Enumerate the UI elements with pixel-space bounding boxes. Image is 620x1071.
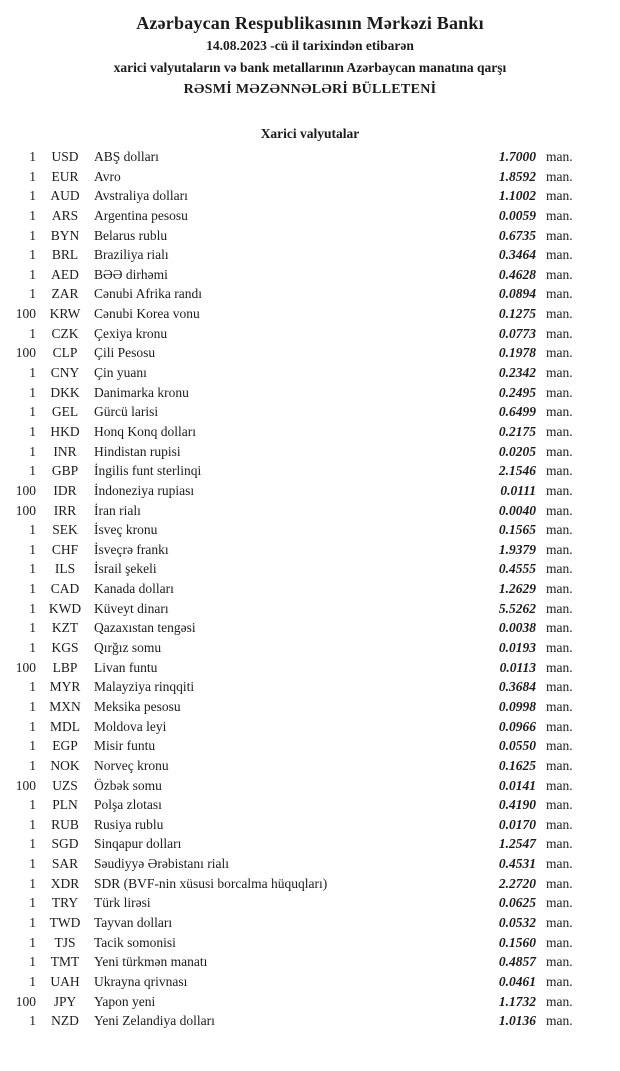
- currency-name-cell: Misir funtu: [94, 738, 156, 754]
- unit-label-cell: man.: [546, 856, 573, 872]
- currency-name-cell: Səudiyyə Ərəbistanı rialı: [94, 856, 229, 872]
- unit-label-cell: man.: [546, 207, 573, 223]
- rate-value-cell: 1.2629: [498, 581, 536, 597]
- currency-name-cell: Yeni türkmən manatı: [94, 954, 208, 970]
- unit-label-cell: man.: [546, 482, 573, 498]
- table-row: [0, 994, 620, 1014]
- quantity-cell: 1: [29, 797, 36, 813]
- rate-value-cell: 0.1978: [498, 345, 536, 361]
- quantity-cell: 1: [29, 266, 36, 282]
- table-row: [0, 620, 620, 640]
- table-row: [0, 365, 620, 385]
- quantity-cell: 1: [29, 836, 36, 852]
- currency-code-cell: KGS: [51, 640, 79, 656]
- unit-label-cell: man.: [546, 659, 573, 675]
- currency-name-cell: Polşa zlotası: [94, 797, 162, 813]
- table-row: [0, 699, 620, 719]
- quantity-cell: 1: [29, 541, 36, 557]
- unit-label-cell: man.: [546, 227, 573, 243]
- quantity-cell: 100: [15, 777, 36, 793]
- rate-value-cell: 0.0141: [498, 777, 536, 793]
- currency-code-cell: PLN: [52, 797, 78, 813]
- quantity-cell: 1: [29, 895, 36, 911]
- currency-code-cell: NZD: [51, 1013, 79, 1029]
- currency-name-cell: Yapon yeni: [94, 993, 156, 1009]
- rate-value-cell: 2.2720: [498, 875, 536, 891]
- unit-label-cell: man.: [546, 561, 573, 577]
- currency-name-cell: Braziliya rialı: [94, 247, 169, 263]
- currency-code-cell: KRW: [49, 306, 81, 322]
- quantity-cell: 1: [29, 286, 36, 302]
- rate-value-cell: 0.4555: [498, 561, 536, 577]
- quantity-cell: 1: [29, 188, 36, 204]
- currency-code-cell: GEL: [51, 404, 79, 420]
- quantity-cell: 1: [29, 207, 36, 223]
- table-row: [0, 778, 620, 798]
- rate-value-cell: 1.8592: [498, 168, 536, 184]
- rate-value-cell: 1.1002: [498, 188, 536, 204]
- currency-name-cell: Argentina pesosu: [94, 207, 188, 223]
- currency-code-cell: MYR: [49, 679, 81, 695]
- currency-code-cell: TRY: [51, 895, 79, 911]
- currency-name-cell: Cənubi Korea vonu: [94, 306, 200, 322]
- table-row: [0, 208, 620, 228]
- quantity-cell: 1: [29, 973, 36, 989]
- quantity-cell: 1: [29, 1013, 36, 1029]
- unit-label-cell: man.: [546, 836, 573, 852]
- quantity-cell: 1: [29, 423, 36, 439]
- unit-label-cell: man.: [546, 895, 573, 911]
- currency-code-cell: TMT: [50, 954, 80, 970]
- unit-label-cell: man.: [546, 247, 573, 263]
- rate-value-cell: 0.0550: [498, 738, 536, 754]
- currency-code-cell: RUB: [51, 816, 79, 832]
- quantity-cell: 1: [29, 738, 36, 754]
- currency-name-cell: İndoneziya rupiası: [94, 482, 195, 498]
- currency-name-cell: Belarus rublu: [94, 227, 168, 243]
- quantity-cell: 1: [29, 875, 36, 891]
- table-row: [0, 326, 620, 346]
- currency-name-cell: Gürcü larisi: [94, 404, 159, 420]
- currency-code-cell: USD: [51, 149, 79, 164]
- rate-value-cell: 1.9379: [498, 541, 536, 557]
- rate-value-cell: 0.3684: [498, 679, 536, 695]
- table-row: [0, 581, 620, 601]
- table-row: [0, 404, 620, 424]
- table-row: [0, 169, 620, 189]
- currency-code-cell: IDR: [53, 482, 77, 498]
- unit-label-cell: man.: [546, 1013, 573, 1029]
- table-row: [0, 856, 620, 876]
- unit-label-cell: man.: [546, 600, 573, 616]
- currency-code-cell: BYN: [50, 227, 80, 243]
- currency-name-cell: İsrail şekeli: [94, 561, 157, 577]
- quantity-cell: 1: [29, 620, 36, 636]
- currency-code-cell: SGD: [51, 836, 79, 852]
- currency-name-cell: Tacik somonisi: [94, 934, 176, 950]
- table-row: [0, 935, 620, 955]
- quantity-cell: 1: [29, 404, 36, 420]
- rate-value-cell: 0.0894: [498, 286, 536, 302]
- currency-name-cell: Türk lirəsi: [94, 895, 151, 911]
- unit-label-cell: man.: [546, 914, 573, 930]
- table-row: [0, 267, 620, 287]
- table-row: [0, 228, 620, 248]
- unit-label-cell: man.: [546, 502, 573, 518]
- rate-value-cell: 0.0532: [498, 914, 536, 930]
- quantity-cell: 1: [29, 325, 36, 341]
- currency-name-cell: İsveç kronu: [94, 522, 158, 538]
- table-row: [0, 188, 620, 208]
- unit-label-cell: man.: [546, 404, 573, 420]
- table-row: [0, 601, 620, 621]
- table-row: [0, 385, 620, 405]
- currency-code-cell: INR: [53, 443, 77, 459]
- table-row: [0, 954, 620, 974]
- quantity-cell: 1: [29, 384, 36, 400]
- currency-name-cell: Meksika pesosu: [94, 698, 181, 714]
- rate-value-cell: 0.0040: [498, 502, 536, 518]
- currency-name-cell: Ukrayna qrivnası: [94, 973, 188, 989]
- currency-name-cell: Norveç kronu: [94, 757, 169, 773]
- rate-value-cell: 0.4190: [498, 797, 536, 813]
- currency-code-cell: KZT: [51, 620, 79, 636]
- table-row: [0, 660, 620, 680]
- currency-name-cell: Kanada dolları: [94, 581, 174, 597]
- currency-code-cell: EUR: [51, 168, 79, 184]
- quantity-cell: 100: [15, 659, 36, 675]
- currency-code-cell: NOK: [50, 757, 80, 773]
- table-row: [0, 817, 620, 837]
- unit-label-cell: man.: [546, 738, 573, 754]
- quantity-cell: 1: [29, 365, 36, 381]
- table-row: [0, 463, 620, 483]
- rate-value-cell: 0.1625: [498, 757, 536, 773]
- rate-value-cell: 0.6735: [498, 227, 536, 243]
- currency-code-cell: GBP: [51, 463, 79, 479]
- unit-label-cell: man.: [546, 345, 573, 361]
- table-row: [0, 895, 620, 915]
- quantity-cell: 1: [29, 816, 36, 832]
- currency-code-cell: KWD: [48, 600, 82, 616]
- unit-label-cell: man.: [546, 757, 573, 773]
- unit-label-cell: man.: [546, 875, 573, 891]
- currency-name-cell: Çexiya kronu: [94, 325, 168, 341]
- currency-name-cell: Moldova leyi: [94, 718, 167, 734]
- table-row: [0, 247, 620, 267]
- rate-value-cell: 0.2342: [498, 365, 536, 381]
- bulletin-title: RƏSMİ MƏZƏNNƏLƏRİ BÜLLETENİ: [183, 82, 437, 97]
- table-row: [0, 797, 620, 817]
- quantity-cell: 1: [29, 561, 36, 577]
- currency-name-cell: ABŞ dolları: [94, 149, 159, 164]
- rate-value-cell: 0.0193: [498, 640, 536, 656]
- unit-label-cell: man.: [546, 797, 573, 813]
- quantity-cell: 1: [29, 149, 36, 164]
- currency-code-cell: EGP: [52, 738, 78, 754]
- rate-value-cell: 0.4531: [498, 856, 536, 872]
- unit-label-cell: man.: [546, 581, 573, 597]
- unit-label-cell: man.: [546, 777, 573, 793]
- rate-value-cell: 0.3464: [498, 247, 536, 263]
- currency-name-cell: Çin yuanı: [94, 365, 147, 381]
- table-row: [0, 286, 620, 306]
- currency-name-cell: İsveçrə frankı: [94, 541, 169, 557]
- currency-name-cell: Yeni Zelandiya dolları: [94, 1013, 215, 1029]
- quantity-cell: 1: [29, 757, 36, 773]
- currency-name-cell: SDR (BVF-nin xüsusi borcalma hüquqları): [94, 875, 328, 891]
- table-row: [0, 503, 620, 523]
- quantity-cell: 1: [29, 640, 36, 656]
- rate-value-cell: 0.6499: [498, 404, 536, 420]
- table-row: [0, 640, 620, 660]
- rate-value-cell: 1.1732: [498, 993, 536, 1009]
- bank-name: Azərbaycan Respublikasının Mərkəzi Bankı: [136, 13, 484, 33]
- table-row: [0, 974, 620, 994]
- table-row: [0, 306, 620, 326]
- currency-name-cell: İngilis funt sterlinqi: [94, 463, 202, 479]
- quantity-cell: 100: [15, 502, 36, 518]
- currency-code-cell: XDR: [50, 875, 80, 891]
- quantity-cell: 100: [15, 345, 36, 361]
- rate-value-cell: 0.0625: [498, 895, 536, 911]
- unit-label-cell: man.: [546, 934, 573, 950]
- quantity-cell: 100: [15, 306, 36, 322]
- currency-name-cell: Danimarka kronu: [94, 384, 189, 400]
- currency-name-cell: İran rialı: [94, 502, 141, 518]
- table-row: [0, 719, 620, 739]
- quantity-cell: 1: [29, 443, 36, 459]
- quantity-cell: 1: [29, 227, 36, 243]
- quantity-cell: 1: [29, 718, 36, 734]
- table-row: [0, 738, 620, 758]
- rate-value-cell: 0.0111: [500, 482, 536, 498]
- table-row: [0, 758, 620, 778]
- currency-code-cell: LBP: [52, 659, 78, 675]
- currency-name-cell: Qırğız somu: [94, 640, 162, 656]
- currency-name-cell: Rusiya rublu: [94, 816, 164, 832]
- rate-value-cell: 1.0136: [498, 1013, 536, 1029]
- unit-label-cell: man.: [546, 188, 573, 204]
- unit-label-cell: man.: [546, 640, 573, 656]
- rate-value-cell: 1.7000: [498, 149, 536, 164]
- table-row: [0, 542, 620, 562]
- currency-name-cell: Malayziya rinqqiti: [94, 679, 195, 695]
- unit-label-cell: man.: [546, 679, 573, 695]
- unit-label-cell: man.: [546, 620, 573, 636]
- currency-code-cell: CLP: [52, 345, 78, 361]
- currency-code-cell: HKD: [50, 423, 80, 439]
- currency-name-cell: Honq Konq dolları: [94, 423, 196, 439]
- currency-name-cell: Hindistan rupisi: [94, 443, 181, 459]
- rate-value-cell: 0.0998: [498, 698, 536, 714]
- rate-value-cell: 0.0205: [498, 443, 536, 459]
- unit-label-cell: man.: [546, 325, 573, 341]
- currency-name-cell: Avstraliya dolları: [94, 188, 188, 204]
- rate-value-cell: 1.2547: [498, 836, 536, 852]
- rate-value-cell: 0.4628: [498, 266, 536, 282]
- currency-name-cell: Cənubi Afrika randı: [94, 286, 202, 302]
- unit-label-cell: man.: [546, 993, 573, 1009]
- table-row: [0, 149, 620, 169]
- quantity-cell: 1: [29, 522, 36, 538]
- currency-code-cell: ZAR: [51, 286, 79, 302]
- currency-code-cell: DKK: [50, 384, 80, 400]
- table-row: [0, 876, 620, 896]
- unit-label-cell: man.: [546, 168, 573, 184]
- currency-code-cell: CZK: [51, 325, 79, 341]
- currency-code-cell: BRL: [51, 247, 79, 263]
- currency-code-cell: SAR: [51, 856, 79, 872]
- quantity-cell: 1: [29, 581, 36, 597]
- quantity-cell: 100: [15, 482, 36, 498]
- rate-value-cell: 0.4857: [498, 954, 536, 970]
- quantity-cell: 1: [29, 698, 36, 714]
- rate-value-cell: 0.0059: [498, 207, 536, 223]
- quantity-cell: 1: [29, 934, 36, 950]
- bulletin-subtitle: xarici valyutaların və bank metallarının Azərbaycan manatına qarşı: [113, 60, 507, 75]
- rates-table: [0, 149, 620, 1033]
- unit-label-cell: man.: [546, 306, 573, 322]
- currency-name-cell: Avro: [94, 168, 121, 184]
- currency-code-cell: SEK: [52, 522, 78, 538]
- table-row: [0, 679, 620, 699]
- section-title-foreign-currencies: Xarici valyutalar: [260, 126, 360, 141]
- quantity-cell: 1: [29, 600, 36, 616]
- currency-name-cell: Sinqapur dolları: [94, 836, 182, 852]
- currency-name-cell: Özbək somu: [94, 777, 162, 793]
- currency-code-cell: UAH: [50, 973, 80, 989]
- table-row: [0, 424, 620, 444]
- quantity-cell: 1: [29, 856, 36, 872]
- currency-name-cell: Livan funtu: [94, 659, 158, 675]
- table-row: [0, 1013, 620, 1033]
- currency-code-cell: AUD: [50, 188, 80, 204]
- document-header: [0, 0, 620, 101]
- unit-label-cell: man.: [546, 384, 573, 400]
- currency-code-cell: UZS: [52, 777, 78, 793]
- currency-code-cell: CHF: [51, 541, 79, 557]
- rate-value-cell: 0.0113: [499, 659, 536, 675]
- table-row: [0, 915, 620, 935]
- currency-code-cell: CNY: [50, 365, 80, 381]
- unit-label-cell: man.: [546, 541, 573, 557]
- unit-label-cell: man.: [546, 522, 573, 538]
- unit-label-cell: man.: [546, 816, 573, 832]
- rate-value-cell: 5.5262: [498, 600, 536, 616]
- currency-code-cell: ARS: [51, 207, 79, 223]
- table-row: [0, 444, 620, 464]
- table-row: [0, 345, 620, 365]
- rate-value-cell: 0.0170: [498, 816, 536, 832]
- quantity-cell: 1: [29, 463, 36, 479]
- rate-value-cell: 0.1275: [498, 306, 536, 322]
- unit-label-cell: man.: [546, 149, 573, 164]
- unit-label-cell: man.: [546, 423, 573, 439]
- currency-code-cell: MXN: [49, 698, 81, 714]
- rate-value-cell: 0.1560: [498, 934, 536, 950]
- rate-value-cell: 0.0461: [498, 973, 536, 989]
- rate-value-cell: 0.2175: [498, 423, 536, 439]
- currency-name-cell: Çili Pesosu: [94, 345, 156, 361]
- rate-value-cell: 0.2495: [498, 384, 536, 400]
- rate-value-cell: 0.0038: [498, 620, 536, 636]
- currency-code-cell: TWD: [49, 914, 81, 930]
- unit-label-cell: man.: [546, 365, 573, 381]
- currency-name-cell: Küveyt dinarı: [94, 600, 169, 616]
- currency-code-cell: ILS: [54, 561, 76, 577]
- currency-code-cell: AED: [51, 266, 79, 282]
- effective-date-line: 14.08.2023 -cü il tarixindən etibarən: [206, 38, 414, 53]
- rate-value-cell: 0.0966: [498, 718, 536, 734]
- currency-code-cell: IRR: [53, 502, 77, 518]
- table-row: [0, 483, 620, 503]
- currency-code-cell: CAD: [50, 581, 80, 597]
- unit-label-cell: man.: [546, 954, 573, 970]
- quantity-cell: 100: [15, 993, 36, 1009]
- unit-label-cell: man.: [546, 463, 573, 479]
- table-row: [0, 561, 620, 581]
- quantity-cell: 1: [29, 679, 36, 695]
- currency-code-cell: JPY: [53, 993, 77, 1009]
- currency-name-cell: Tayvan dolları: [94, 914, 173, 930]
- rate-value-cell: 2.1546: [498, 463, 536, 479]
- unit-label-cell: man.: [546, 973, 573, 989]
- unit-label-cell: man.: [546, 286, 573, 302]
- unit-label-cell: man.: [546, 718, 573, 734]
- table-row: [0, 836, 620, 856]
- currency-name-cell: Qazaxıstan tengəsi: [94, 620, 196, 636]
- unit-label-cell: man.: [546, 698, 573, 714]
- unit-label-cell: man.: [546, 266, 573, 282]
- quantity-cell: 1: [29, 247, 36, 263]
- unit-label-cell: man.: [546, 443, 573, 459]
- table-row: [0, 522, 620, 542]
- quantity-cell: 1: [29, 914, 36, 930]
- quantity-cell: 1: [29, 954, 36, 970]
- currency-code-cell: MDL: [50, 718, 80, 734]
- rate-value-cell: 0.1565: [498, 522, 536, 538]
- currency-code-cell: TJS: [54, 934, 76, 950]
- currency-name-cell: BƏƏ dirhəmi: [94, 266, 168, 282]
- rate-value-cell: 0.0773: [498, 325, 536, 341]
- quantity-cell: 1: [29, 168, 36, 184]
